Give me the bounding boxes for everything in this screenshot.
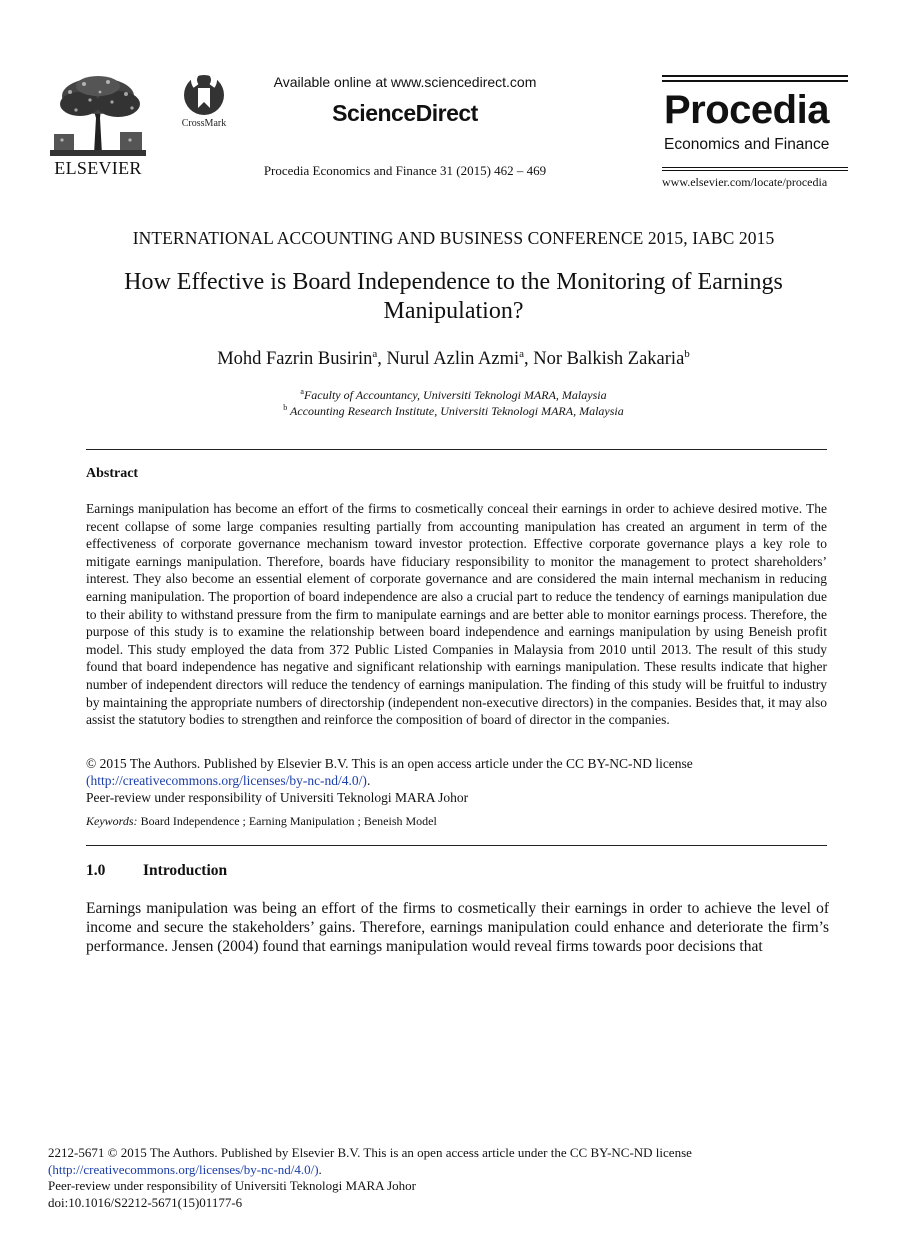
page-footer <box>48 1145 748 1211</box>
license-line: © 2015 The Authors. Published by Elsevier B.V. This is an open access article under the CC BY-NC-ND license <box>86 756 693 771</box>
procedia-wordmark: Procedia <box>664 88 829 132</box>
license-notice <box>86 755 827 806</box>
conference-name: INTERNATIONAL ACCOUNTING AND BUSINESS CONFERENCE 2015, IABC 2015 <box>132 228 775 248</box>
footer-doi[interactable]: doi:10.1016/S2212-5671(15)01177-6 <box>48 1194 243 1210</box>
footer-peer-review: Peer-review under responsibility of Universiti Teknologi MARA Johor <box>48 1178 416 1194</box>
author-name: Nurul Azlin Azmi <box>386 349 520 370</box>
crossmark-icon <box>176 74 232 118</box>
divider-bottom <box>86 845 827 846</box>
available-online-text: Available online at www.sciencedirect.com <box>273 74 537 90</box>
affiliation-a <box>100 387 807 403</box>
crossmark-badge[interactable] <box>176 74 232 132</box>
sciencedirect-logo[interactable]: ScienceDirect <box>332 100 478 126</box>
crossmark-label: CrossMark <box>181 118 227 129</box>
license-url-suffix: . <box>366 773 371 788</box>
affiliation-text: Accounting Research Institute, Universiti Teknologi MARA, Malaysia <box>290 404 624 418</box>
elsevier-logo <box>50 74 146 178</box>
title-line-1: How Effective is Board Independence to the Monitoring of Earnings <box>124 269 783 295</box>
section-title: Introduction <box>143 862 228 879</box>
author-name: Nor Balkish Zakaria <box>533 349 685 370</box>
keywords-label: Keywords: <box>86 814 138 828</box>
author-affiliation-mark: b <box>684 348 690 360</box>
procedia-journal-logo <box>662 75 848 195</box>
abstract-body: Earnings manipulation has become an effort of the firms to cosmetically conceal their earnings in order to achieve desired motive. The recent collapse of some large companies resulting partially from accounting manipulation has created an argument in term of the effectiveness of corporate governance mechanism toward investor protection. Effective corporate governance plays a key role to mitigate earnings manipulation. Therefore, boards have fiduciary responsibility to monitor the management to protect shareholders’ interest. They also become an essential element of corporate governance and are considered the main internal mechanism in reducing earning manipulation. The proportion of board independence are also a crucial part to reduce the tendency of earnings manipulation due to their ability to withstand pressure from the firm to manipulate earnings and are better able to monitor earnings process. Therefore, the purpose of this study is to examine the relationship between board independence and earnings manipulation by using Beneish profit model. This study employed the data from 372 Public Listed Companies in Malaysia from 2010 until 2013. The result of this study found that board independence has negative and significant relationship with earnings manipulation. These results indicate that higher number of independent directors will reduce the tendency of earnings manipulation. The finding of this study will be fruitful to industry by maintaining the appropriate numbers of directorship (independent non-executive directors) in the companies. Besides that, it may also assist the statutory bodies to strengthen and reinforce the composition of board of director in the companies. <box>86 501 827 728</box>
affiliation-mark: a <box>300 387 304 396</box>
abstract-heading: Abstract <box>86 466 139 481</box>
logo-rule-bottom <box>662 167 848 168</box>
footer-license-link[interactable]: (http://creativecommons.org/licenses/by-nc-nd/4.0/) <box>48 1161 319 1177</box>
title-line-2: Manipulation? <box>383 298 524 324</box>
footer-issn-line: 2212-5671 © 2015 The Authors. Published by Elsevier B.V. This is an open access article under the CC BY-NC-ND license <box>48 1145 692 1160</box>
procedia-subtitle: Economics and Finance <box>664 136 830 153</box>
journal-citation: Procedia Economics and Finance 31 (2015) 462 – 469 <box>263 163 547 178</box>
affiliation-mark: b <box>283 403 288 412</box>
paper-title <box>70 268 837 326</box>
author-affiliation-mark: a <box>519 348 524 360</box>
logo-rule-top <box>662 75 848 77</box>
divider-top <box>86 449 827 450</box>
introduction-body: Earnings manipulation was being an effort of the firms to cosmetically their earnings in order to achieve the level of income and secure the stakeholders’ gains. Therefore, earnings manipulation could enhance and deteriorate the firm’s performance. Jensen (2004) found that earnings manipulation would reveal firms towards poor decisions that <box>86 900 829 955</box>
license-link[interactable]: (http://creativecommons.org/licenses/by-nc-nd/4.0/) <box>86 773 367 788</box>
license-url-line <box>86 772 827 789</box>
footer-url-line <box>48 1162 748 1179</box>
logo-rule-top-2 <box>662 80 848 82</box>
elsevier-wordmark: ELSEVIER <box>54 158 142 178</box>
section-number: 1.0 <box>86 862 106 879</box>
author-affiliation-mark: a <box>372 348 378 360</box>
keywords-line <box>86 814 437 829</box>
logo-rule-bottom-2 <box>662 170 848 171</box>
author-name: Mohd Fazrin Busirin <box>217 349 373 370</box>
affiliation-text: Faculty of Accountancy, Universiti Teknologi MARA, Malaysia <box>303 388 607 402</box>
peer-review-line: Peer-review under responsibility of Universiti Teknologi MARA Johor <box>86 790 469 805</box>
elsevier-tree-icon <box>50 74 146 156</box>
journal-url-link[interactable]: www.elsevier.com/locate/procedia <box>662 175 828 189</box>
footer-url-suffix: . <box>318 1161 322 1177</box>
affiliation-b <box>100 403 807 419</box>
keywords-text: Board Independence ; Earning Manipulation ; Beneish Model <box>137 814 437 828</box>
author-list: Mohd Fazrin Busirin$^a$, Nurul Azlin Azmi$^a$, Nor Balkish Zakaria$^b$ <box>217 348 690 370</box>
